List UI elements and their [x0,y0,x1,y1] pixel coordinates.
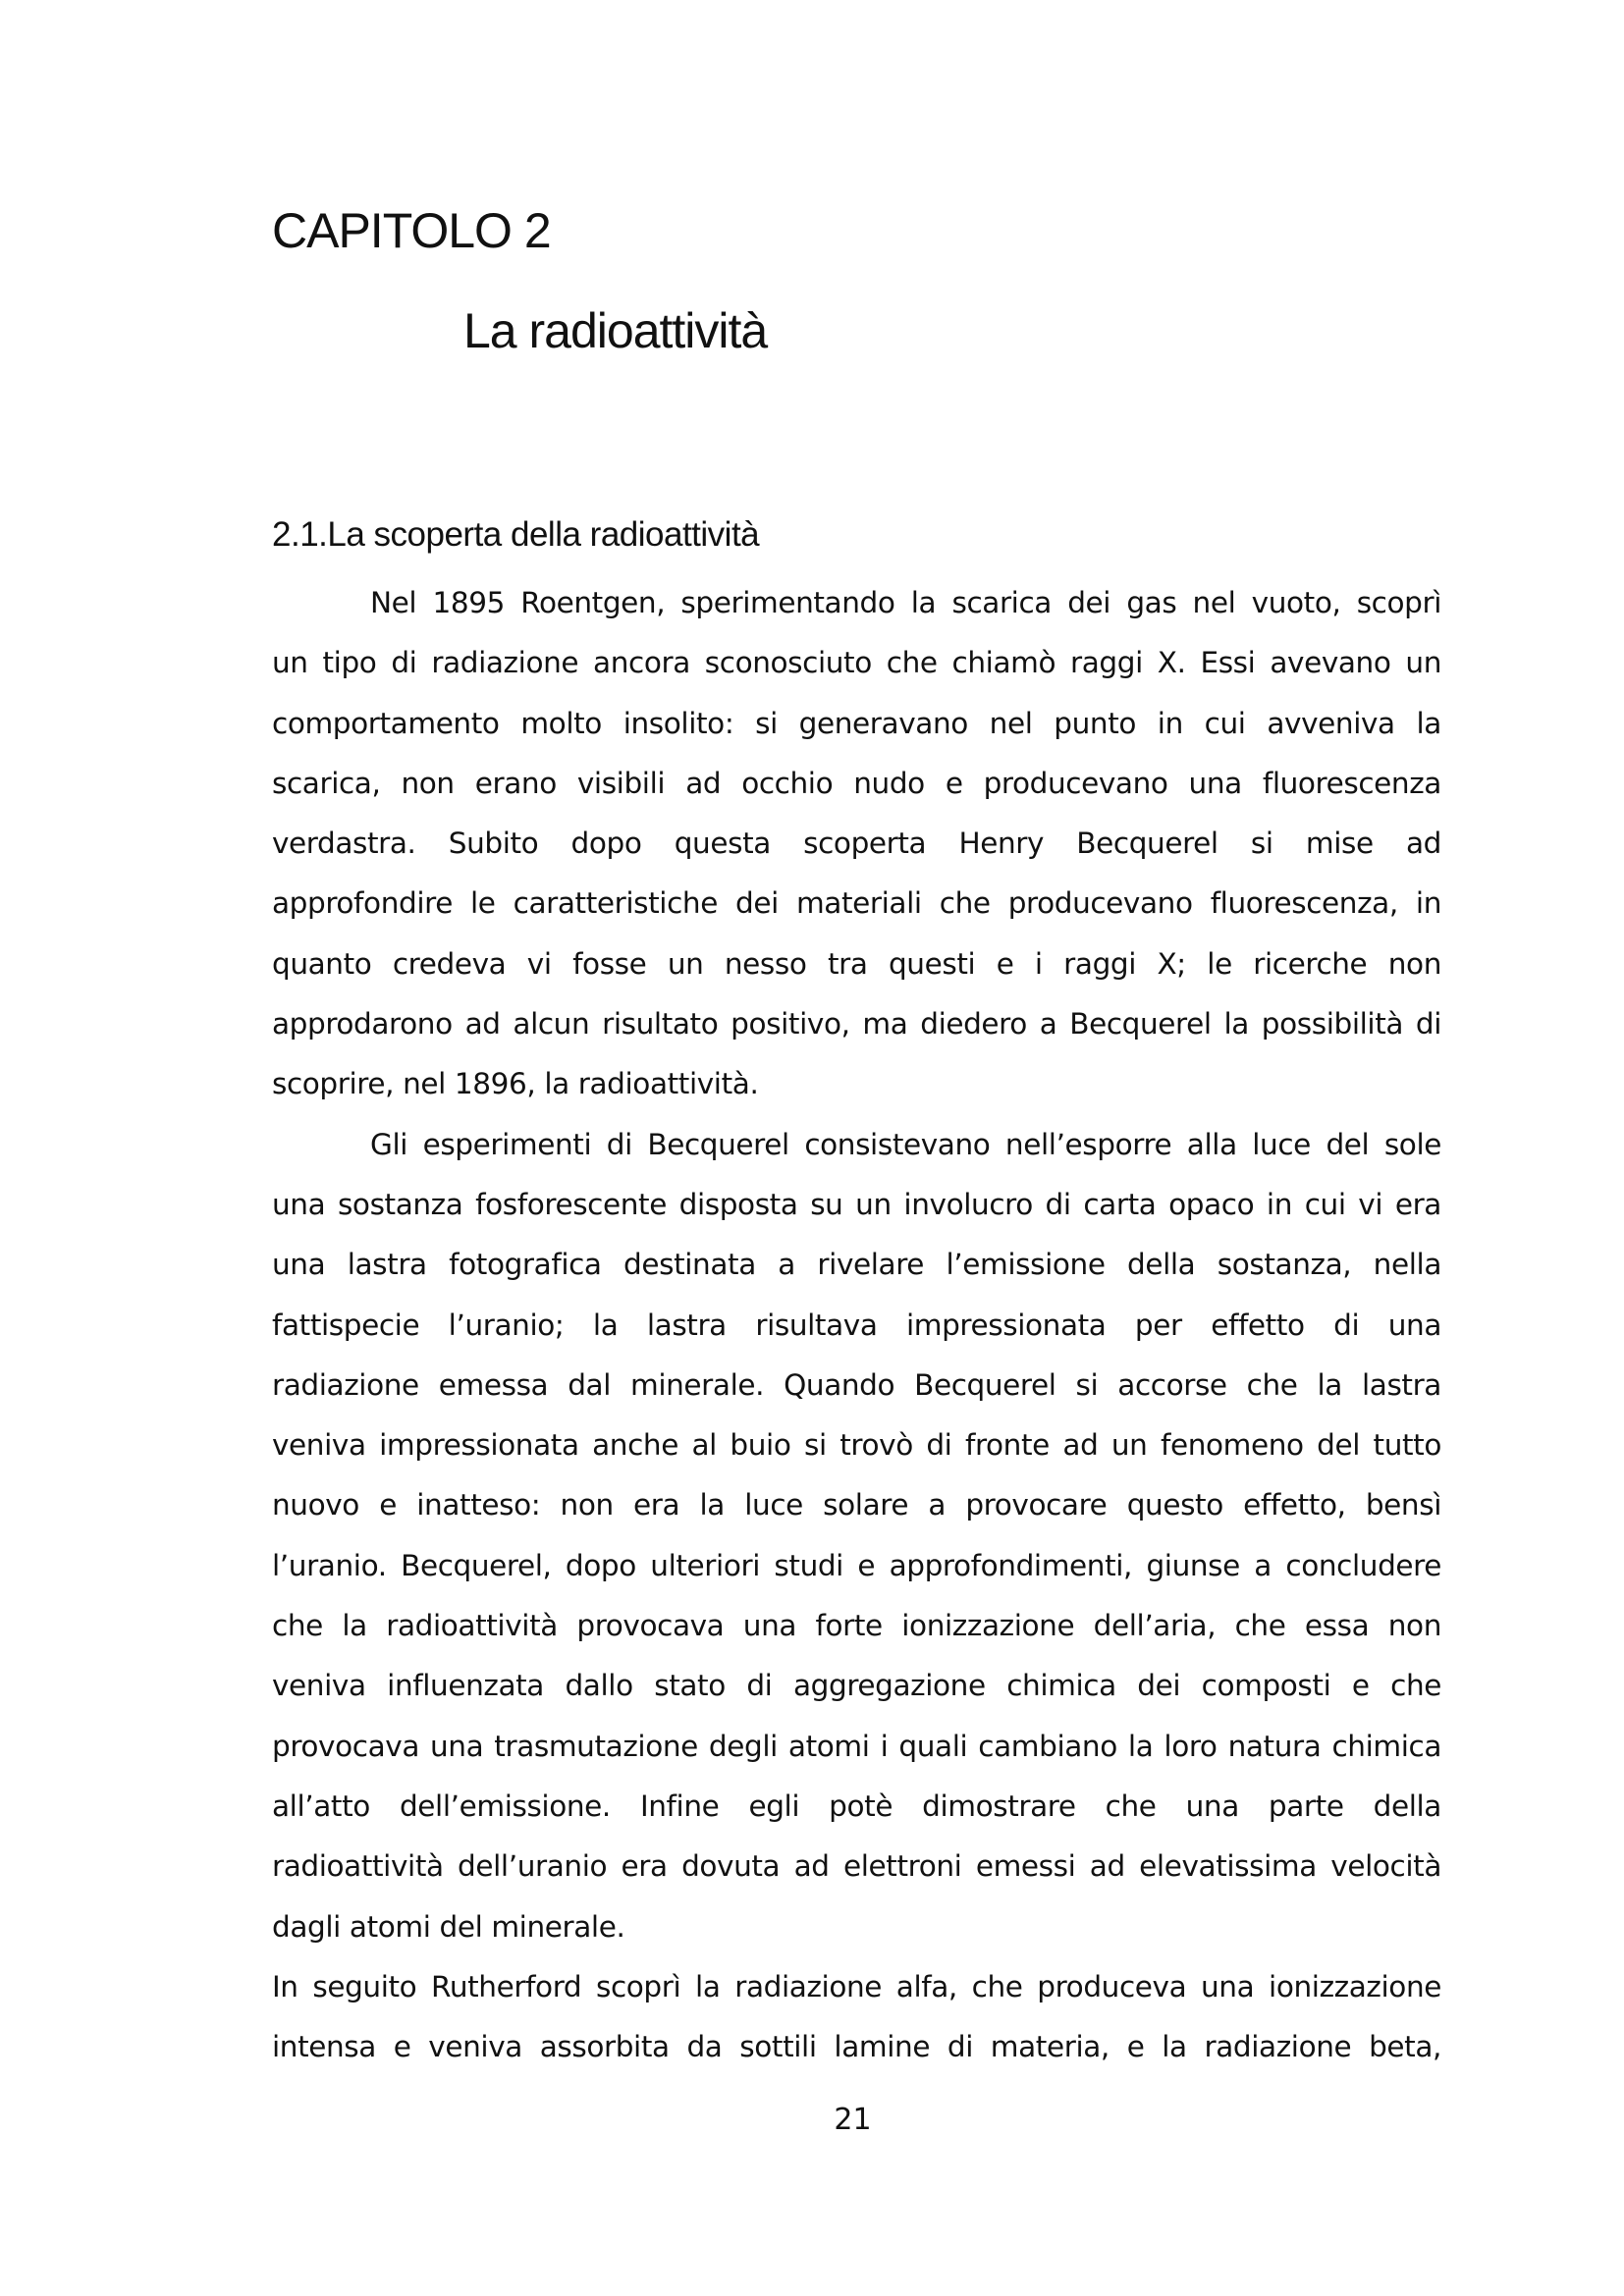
text-line: una lastra fotografica destinata a rivelare l’emissione della sostanza, nella [272,1248,1441,1282]
text-line: approfondire le caratteristiche dei materiali che producevano fluorescenza, in [272,886,1441,921]
chapter-label: CAPITOLO 2 [272,203,551,258]
section-heading: 2.1.La scoperta della radioattività [272,515,760,554]
text-line: scoprire, nel 1896, la radioattività. [272,1067,759,1101]
text-line: verdastra. Subito dopo questa scoperta Henry Becquerel si mise ad [272,827,1441,861]
text-line: all’atto dell’emissione. Infine egli potè dimostrare che una parte della [272,1789,1441,1823]
body-text [272,573,1441,2077]
text-line: provocava una trasmutazione degli atomi i quali cambiano la loro natura chimica [272,1729,1441,1763]
text-line: veniva impressionata anche al buio si trovò di fronte ad un fenomeno del tutto [272,1428,1441,1463]
text-line: approdarono ad alcun risultato positivo, ma diedero a Becquerel la possibilità di [272,1007,1441,1041]
text-line: che la radioattività provocava una forte ionizzazione dell’aria, che essa non [272,1609,1441,1643]
text-line: una sostanza fosforescente disposta su un involucro di carta opaco in cui vi era [272,1187,1441,1221]
text-line: Nel 1895 Roentgen, sperimentando la scarica dei gas nel vuoto, scoprì [370,586,1441,619]
text-line: un tipo di radiazione ancora sconosciuto che chiamò raggi X. Essi avevano un [272,646,1441,680]
text-line: scarica, non erano visibili ad occhio nudo e producevano una fluorescenza [272,766,1441,800]
chapter-title: La radioattività [463,303,768,358]
text-line: In seguito Rutherford scoprì la radiazione alfa, che produceva una ionizzazione [272,1969,1441,2003]
text-line: fattispecie l’uranio; la lastra risultava impressionata per effetto di una [272,1308,1441,1342]
text-line: veniva influenzata dallo stato di aggregazione chimica dei composti e che [272,1669,1441,1703]
page-number: 21 [834,2103,872,2137]
text-line: comportamento molto insolito: si generavano nel punto in cui avveniva la [272,706,1441,740]
text-line: dagli atomi del minerale. [272,1909,625,1944]
text-line: nuovo e inatteso: non era la luce solare a provocare questo effetto, bensì [272,1488,1441,1522]
text-line: radioattività dell’uranio era dovuta ad elettroni emessi ad elevatissima velocità [272,1849,1441,1884]
text-line: Gli esperimenti di Becquerel consistevano nell’esporre alla luce del sole [370,1127,1441,1161]
text-line: intensa e veniva assorbita da sottili lamine di materia, e la radiazione beta, [272,2030,1441,2064]
text-line: radiazione emessa dal minerale. Quando Becquerel si accorse che la lastra [272,1367,1441,1402]
text-line: quanto credeva vi fosse un nesso tra questi e i raggi X; le ricerche non [272,946,1441,981]
text-line: l’uranio. Becquerel, dopo ulteriori studi e approfondimenti, giunse a concludere [272,1548,1441,1582]
